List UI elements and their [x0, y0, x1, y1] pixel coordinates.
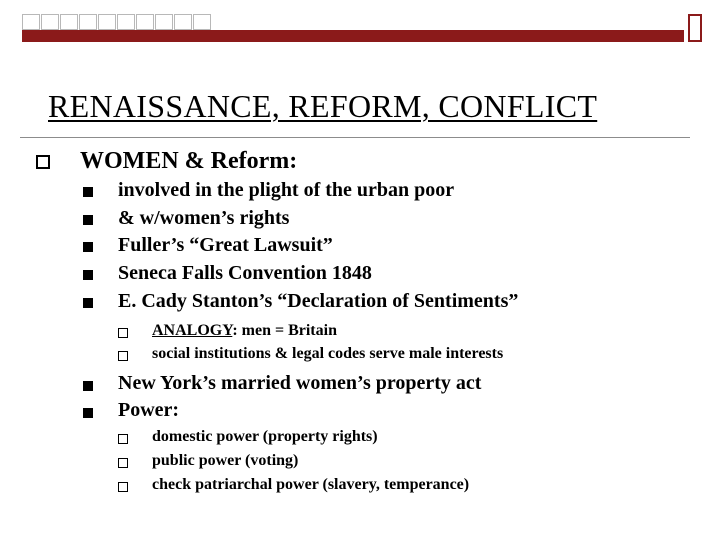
- decorative-square: [136, 14, 154, 30]
- hollow-square-bullet-icon: [118, 458, 128, 468]
- bullet-item: & w/women’s rights: [118, 207, 290, 229]
- hollow-square-bullet-icon: [118, 434, 128, 444]
- analogy-label: ANALOGY: [152, 322, 233, 339]
- decorative-square: [22, 14, 40, 30]
- filled-square-bullet-icon: [83, 408, 93, 418]
- sub-bullet-item: public power (voting): [152, 452, 299, 469]
- header-bar: [22, 30, 684, 42]
- title-divider: [20, 137, 690, 138]
- decorative-square: [60, 14, 78, 30]
- sub-bullet-item: [152, 322, 337, 340]
- sub-bullet-item: check patriarchal power (slavery, temperance): [152, 476, 470, 493]
- header-squares: [22, 14, 212, 30]
- bullet-item: involved in the plight of the urban poor: [118, 179, 455, 201]
- decorative-square: [41, 14, 59, 30]
- bullet-item: E. Cady Stanton’s “Declaration of Sentiments”: [118, 290, 519, 312]
- hollow-square-bullet-icon: [118, 482, 128, 492]
- hollow-square-bullet-icon: [36, 155, 50, 169]
- filled-square-bullet-icon: [83, 381, 93, 391]
- filled-square-bullet-icon: [83, 187, 93, 197]
- decorative-square: [155, 14, 173, 30]
- analogy-text: : men = Britain: [232, 322, 337, 339]
- filled-square-bullet-icon: [83, 298, 93, 308]
- filled-square-bullet-icon: [83, 215, 93, 225]
- sub-bullet-item: domestic power (property rights): [152, 428, 378, 445]
- filled-square-bullet-icon: [83, 270, 93, 280]
- sub-bullet-item: social institutions & legal codes serve male interests: [152, 345, 504, 362]
- corner-square: [688, 14, 702, 42]
- filled-square-bullet-icon: [83, 242, 93, 252]
- decorative-square: [117, 14, 135, 30]
- hollow-square-bullet-icon: [118, 351, 128, 361]
- decorative-square: [193, 14, 211, 30]
- decorative-square: [98, 14, 116, 30]
- main-heading: WOMEN & Reform:: [80, 148, 298, 174]
- bullet-item: Power:: [118, 399, 180, 421]
- bullet-item: New York’s married women’s property act: [118, 372, 482, 394]
- decorative-square: [79, 14, 97, 30]
- hollow-square-bullet-icon: [118, 328, 128, 338]
- slide-title: RENAISSANCE, REFORM, CONFLICT: [48, 88, 598, 124]
- decorative-square: [174, 14, 192, 30]
- bullet-item: Fuller’s “Great Lawsuit”: [118, 234, 333, 256]
- bullet-item: Seneca Falls Convention 1848: [118, 262, 372, 284]
